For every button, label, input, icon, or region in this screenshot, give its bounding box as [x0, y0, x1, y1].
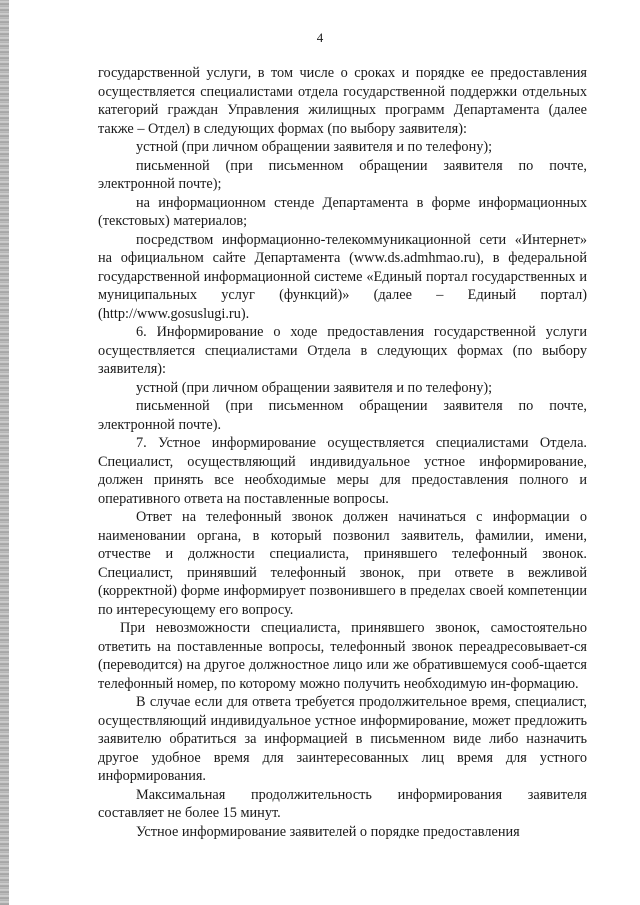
paragraph: устной (при личном обращении заявителя и по телефону);	[136, 139, 493, 155]
paragraph: устной (при личном обращении заявителя и по телефону);	[136, 379, 493, 396]
paragraph: государственной услуги, в том числе о сроках и порядке ее предоставления осуществляется специалистами отдела государственной поддержки отдельных категорий граждан Управления жилищных программ Департамента (далее также – Отдел) в следующих формах (по выбору заявителя):	[98, 65, 587, 137]
paragraph: При невозможности специалиста, принявшего звонок, самостоятельно ответить на поставленные вопросы, телефонный звонок переадресовывает-ся (переводится) на другое должностное лицо или же обратившемуся сооб-щается телефонный номер, по которому можно получить необходимую ин-формацию.	[98, 620, 587, 692]
paragraph: 6. Информирование о ходе предоставления государственной услуги осуществляется специалистами Отдела в следующих формах (по выбору заявителя):	[98, 324, 587, 377]
paragraph: Устное информирование заявителей о порядке предоставления	[136, 823, 520, 840]
paragraph: письменной (при письменном обращении заявителя по почте, электронной почте);	[98, 157, 587, 192]
paragraph: Максимальная продолжительность информирования заявителя составляет не более 15 минут.	[98, 786, 587, 821]
page-number: 4	[316, 30, 324, 45]
document-body	[98, 64, 587, 841]
paragraph: письменной (при письменном обращении заявителя по почте, электронной почте).	[98, 398, 587, 433]
paragraph: посредством информационно-телекоммуникационной сети «Интернет» на официальном сайте Департамента (www.ds.admhmao.ru), в федеральной государственной информационной системе «Единый портал государственных и муниципальных услуг (функций)» (далее – Единый портал) (http://www.gosuslugi.ru).	[98, 231, 587, 322]
paragraph: В случае если для ответа требуется продолжительное время, специалист, осуществляющий индивидуальное устное информирование, может предложить заявителю обратиться за информацией в письменном виде либо назначить другое удобное время для заинтересованных лиц время для устного информирования.	[98, 694, 587, 784]
paragraph: на информационном стенде Департамента в форме информационных (текстовых) материалов;	[98, 194, 587, 229]
paragraph: Ответ на телефонный звонок должен начинаться с информации о наименовании органа, в который позвонил заявитель, фамилии, имени, отчестве и должности специалиста, принявшего телефонный звонок. Специалист, принявший телефонный звонок, при ответе в вежливой (корректной) форме информирует позвонившего в пределах своей компетенции по интересующему его вопросу.	[98, 509, 587, 618]
paragraph: 7. Устное информирование осуществляется специалистами Отдела. Специалист, осуществляющий индивидуальное устное информирование, должен принять все необходимые меры для предоставления полного и оперативного ответа на поставленные вопросы.	[98, 435, 587, 507]
scan-edge	[0, 0, 9, 905]
